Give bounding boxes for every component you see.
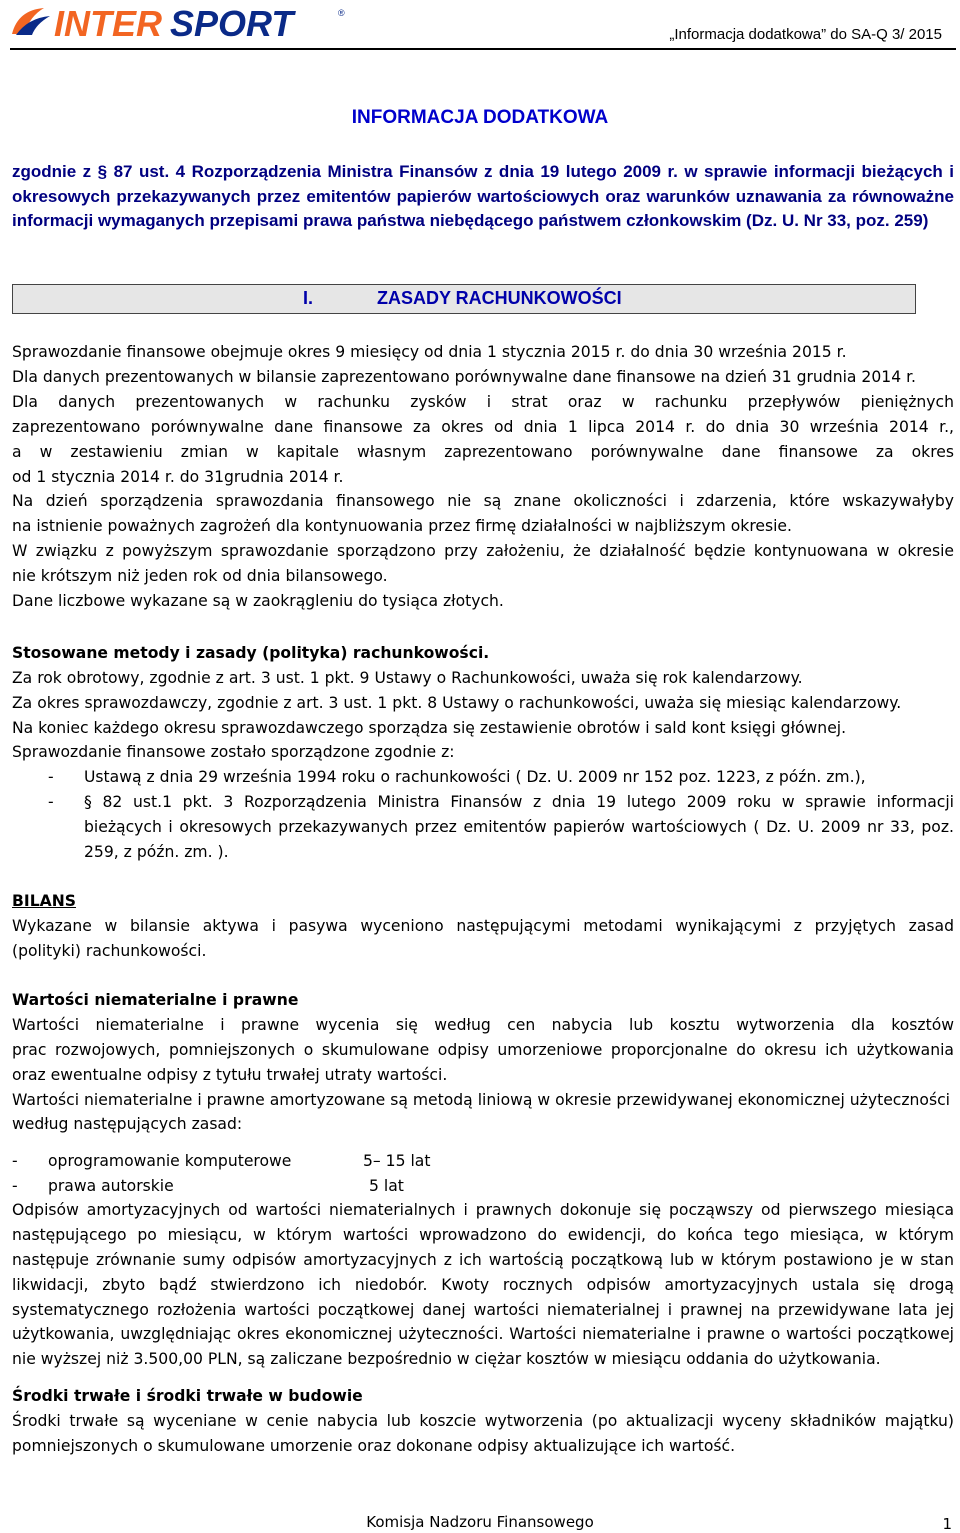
text-line: Sprawozdanie finansowe obejmuje okres 9 miesięcy od dnia 1 stycznia 2015 r. do dnia 30 września 2015 r. [12,343,847,361]
text-line: (polityki) rachunkowości. [12,942,207,960]
text-line: Dla danych prezentowanych w rachunku zysków i strat oraz w rachunku przepływów pieniężnych [12,393,954,411]
intersport-logo-mark [10,4,350,40]
text-line: na istnienie poważnych zagrożeń dla kontynuowania przez firmę działalności w najbliższym okresie. [12,517,792,535]
text-line: W związku z powyższym sprawozdanie sporządzono przy założeniu, że działalność będzie kontynuowana w okresie [12,542,954,560]
list-dash: - [48,768,54,786]
text-line: następuje zrównanie sumy odpisów amortyzacyjnych z ich wartością początkową lub w którym postawiono je w stan [12,1251,954,1269]
brand-inter: INTER [54,4,162,40]
amortization-item-label: oprogramowanie komputerowe [48,1152,292,1170]
text-line: Odpisów amortyzacyjnych od wartości niematerialnych i prawnych dokonuje się począwszy od pierwszego miesiąca [12,1201,954,1219]
list-dash: - [48,793,54,811]
text-line: pomniejszonych o skumulowane umorzenie oraz dokonane odpisy aktualizujące ich wartość. [12,1437,736,1455]
text-line: Środki trwałe są wyceniane w cenie nabycia lub koszcie wytworzenia (po aktualizacji wyceny składników majątku) [12,1412,954,1430]
text-line: Dane liczbowe wykazane są w zaokrągleniu do tysiąca złotych. [12,592,504,610]
registered-mark: ® [338,8,345,18]
header-divider [10,48,956,50]
list-item-cont: bieżących i okresowych przekazywanych przez emitentów papierów wartościowych ( Dz. U. 2009 nr 33, poz. [84,818,954,836]
text-line: nie krótszym niż jeden rok od dnia bilansowego. [12,567,388,585]
section-title: ZASADY RACHUNKOWOŚCI [377,288,622,308]
text-line: Na dzień sporządzenia sprawozdania finansowego nie są znane okoliczności i zdarzenia, które wskazywałyby [12,492,954,510]
section-heading-box [12,284,916,314]
text-line: oraz ewentualne odpisy z tytułu trwałej utraty wartości. [12,1066,448,1084]
brand-sport: SPORT [170,4,294,40]
list-item-cont: 259, z późn. zm. ). [84,843,229,861]
text-line: Za rok obrotowy, zgodnie z art. 3 ust. 1 pkt. 9 Ustawy o Rachunkowości, uważa się rok kalendarzowy. [12,669,803,687]
text-line: Wartości niematerialne i prawne amortyzowane są metodą liniową w okresie przewidywanej ekonomicznej użyteczności [12,1091,951,1109]
text-line: a w zestawieniu zmian w kapitale własnym zaprezentowano porównywalne dane finansowe za okres [12,443,954,461]
list-item: § 82 ust.1 pkt. 3 Rozporządzenia Ministra Finansów z dnia 19 lutego 2009 roku w sprawie informacji [84,793,954,811]
text-line: Dla danych prezentowanych w bilansie zaprezentowano porównywalne dane finansowe na dzień 31 grudnia 2014 r. [12,368,917,386]
text-line: Sprawozdanie finansowe zostało sporządzone zgodnie z: [12,743,455,761]
list-item: Ustawą z dnia 29 września 1994 roku o rachunkowości ( Dz. U. 2009 nr 152 poz. 1223, z późn. zm.), [84,768,866,786]
footer-text: Komisja Nadzoru Finansowego [366,1513,594,1531]
subheading-fixed-assets: Środki trwałe i środki trwałe w budowie [12,1387,363,1405]
intersport-logo [10,4,350,40]
amortization-item-period: 5 lat [369,1177,404,1195]
text-line: użytkowania, uwzględniając okres ekonomicznej użyteczności. Wartości niematerialne i prawne o wartości początkowej [12,1325,954,1343]
amortization-item-label: prawa autorskie [48,1177,174,1195]
page-title: INFORMACJA DODATKOWA [351,107,609,128]
page-number: 1 [942,1515,952,1533]
text-line: likwidacji, zbyto bądź stwierdzono ich niedobór. Kwoty rocznych odpisów amortyzacyjnych ustala się drogą [12,1276,954,1294]
subheading-intangibles: Wartości niematerialne i prawne [12,991,299,1009]
section-number: I. [303,288,314,308]
text-line: systematycznego rozłożenia wartości początkowej danej wartości niematerialnej i prawnej na przewidywane lata jej [12,1301,954,1319]
text-line: Wartości niematerialne i prawne wycenia się według cen nabycia lub kosztu wytworzenia dla kosztów [12,1016,954,1034]
text-line: od 1 stycznia 2014 r. do 31grudnia 2014 r. [12,468,344,486]
amortization-item-period: 5– 15 lat [363,1152,431,1170]
text-line: Za okres sprawozdawczy, zgodnie z art. 3 ust. 1 pkt. 8 Ustawy o rachunkowości, uważa się miesiąc kalendarzowy. [12,694,902,712]
list-dash: - [12,1177,18,1195]
list-dash: - [12,1152,18,1170]
text-line: prac rozwojowych, pomniejszonych o skumulowane odpisy umorzeniowe proporcjonalne do okresu ich użytkowania [12,1041,954,1059]
text-line: według następujących zasad: [12,1115,243,1133]
document-label: „Informacja dodatkowa” do SA-Q 3/ 2015 [669,26,942,43]
subheading-bilans: BILANS [12,892,76,910]
text-line: nie wyższej niż 3.500,00 PLN, są zaliczane bezpośrednio w ciężar kosztów w miesiącu oddania do użytkowania. [12,1350,881,1368]
text-line: Wykazane w bilansie aktywa i pasywa wyceniono następującymi metodami wynikającymi z przyjętych zasad [12,917,954,935]
intro-paragraph: zgodnie z § 87 ust. 4 Rozporządzenia Ministra Finansów z dnia 19 lutego 2009 r. w sprawie informacji bieżących i okresowych przekazywanych przez emitentów papierów wartościowych oraz warunków uznawania za równoważne informacji wymaganych przepisami prawa państwa niebędącego państwem członkowskim (Dz. U. Nr 33, poz. 259) [12,162,954,230]
text-line: następującego po miesiącu, w którym wartości wprowadzono do ewidencji, do końca tego miesiąca, w którym [12,1226,954,1244]
text-line: Na koniec każdego okresu sprawozdawczego sporządza się zestawienie obrotów i sald kont księgi głównej. [12,719,847,737]
subheading-policy: Stosowane metody i zasady (polityka) rachunkowości. [12,644,490,662]
text-line: zaprezentowano porównywalne dane finansowe za okres od dnia 1 lipca 2014 r. do dnia 30 września 2014 r., [12,418,954,436]
